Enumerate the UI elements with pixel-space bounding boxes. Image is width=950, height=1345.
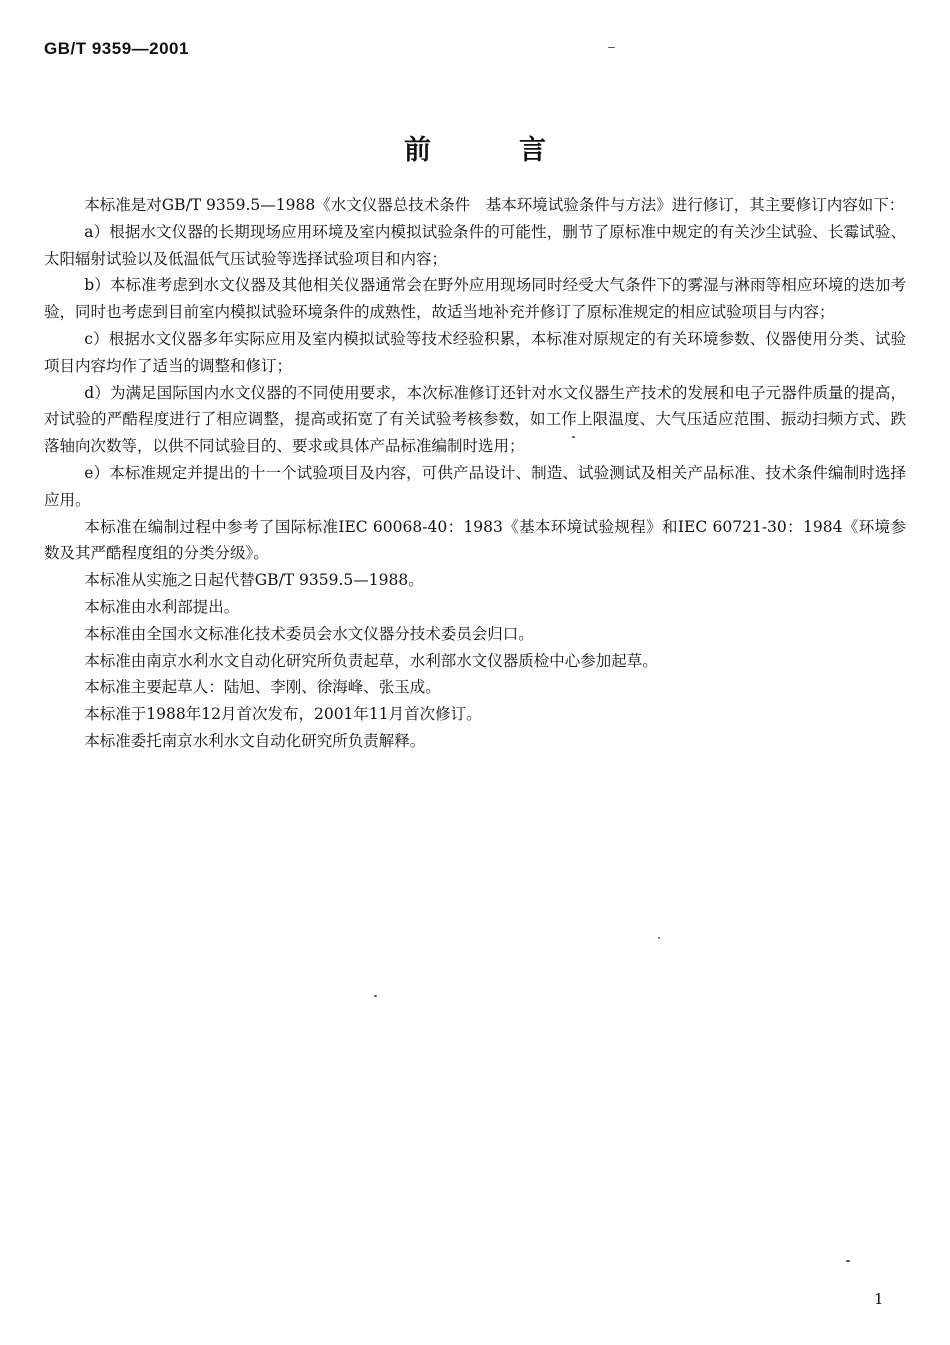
paragraph-item-d: d）为满足国际国内水文仪器的不同使用要求，本次标准修订还针对水文仪器生产技术的发展和电子元器件质量的提高，对试验的严酷程度进行了相应调整，提高或拓宽了有关试验考核参数，如工作上限温度、大气压适应范围、振动扫频方式、跌落轴向次数等，以供不同试验目的、要求或具体产品标准编制时选用；	[44, 383, 906, 456]
paragraph-item-a: a）根据水文仪器的长期现场应用环境及室内模拟试验条件的可能性，删节了原标准中规定的有关沙尘试验、长霉试验、太阳辐射试验以及低温低气压试验等选择试验项目和内容；	[44, 222, 906, 268]
paragraph-technical-committee: 本标准由全国水文标准化技术委员会水文仪器分技术委员会归口。	[84, 624, 534, 643]
paragraph-drafting-organization: 本标准由南京水利水文自动化研究所负责起草，水利部水文仪器质检中心参加起草。	[84, 651, 658, 670]
scan-speck	[572, 436, 575, 438]
paragraph-item-b: b）本标准考虑到水文仪器及其他相关仪器通常会在野外应用现场同时经受大气条件下的雾湿与淋雨等相应环境的迭加考验，同时也考虑到目前室内模拟试验环境条件的成熟性，故适当地补充并修订了原标准规定的相应试验项目与内容；	[44, 276, 906, 322]
page-number: 1	[874, 1290, 884, 1308]
paragraph-replaces: 本标准从实施之日起代替GB/T 9359.5—1988。	[84, 571, 424, 590]
scan-speck	[846, 1260, 850, 1262]
standard-code-header: GB/T 9359—2001	[44, 39, 189, 58]
paragraph-intro: 本标准是对GB/T 9359.5—1988《水文仪器总技术条件 基本环境试验条件与方法》进行修订，其主要修订内容如下：	[84, 196, 905, 214]
paragraph-item-e: e）本标准规定并提出的十一个试验项目及内容，可供产品设计、制造、试验测试及相关产品标准、技术条件编制时选择应用。	[44, 463, 906, 509]
scan-speck	[608, 47, 615, 48]
paragraph-item-c: c）根据水文仪器多年实际应用及室内模拟试验等技术经验积累，本标准对原规定的有关环境参数、仪器使用分类、试验项目内容均作了适当的调整和修订；	[44, 329, 906, 375]
scan-speck	[658, 937, 660, 939]
foreword-body	[44, 192, 906, 755]
paragraph-proposed-by: 本标准由水利部提出。	[84, 597, 240, 616]
paragraph-references: 本标准在编制过程中参考了国际标准IEC 60068-40：1983《基本环境试验规程》和IEC 60721-30：1984《环境参数及其严酷程度组的分类分级》。	[44, 517, 906, 563]
scan-speck	[374, 995, 377, 997]
paragraph-publication-history: 本标准于1988年12月首次发布，2001年11月首次修订。	[84, 705, 482, 724]
page-title: 前言	[404, 135, 634, 166]
paragraph-interpretation: 本标准委托南京水利水文自动化研究所负责解释。	[84, 731, 426, 750]
paragraph-drafters: 本标准主要起草人：陆旭、李刚、徐海峰、张玉成。	[84, 678, 441, 697]
